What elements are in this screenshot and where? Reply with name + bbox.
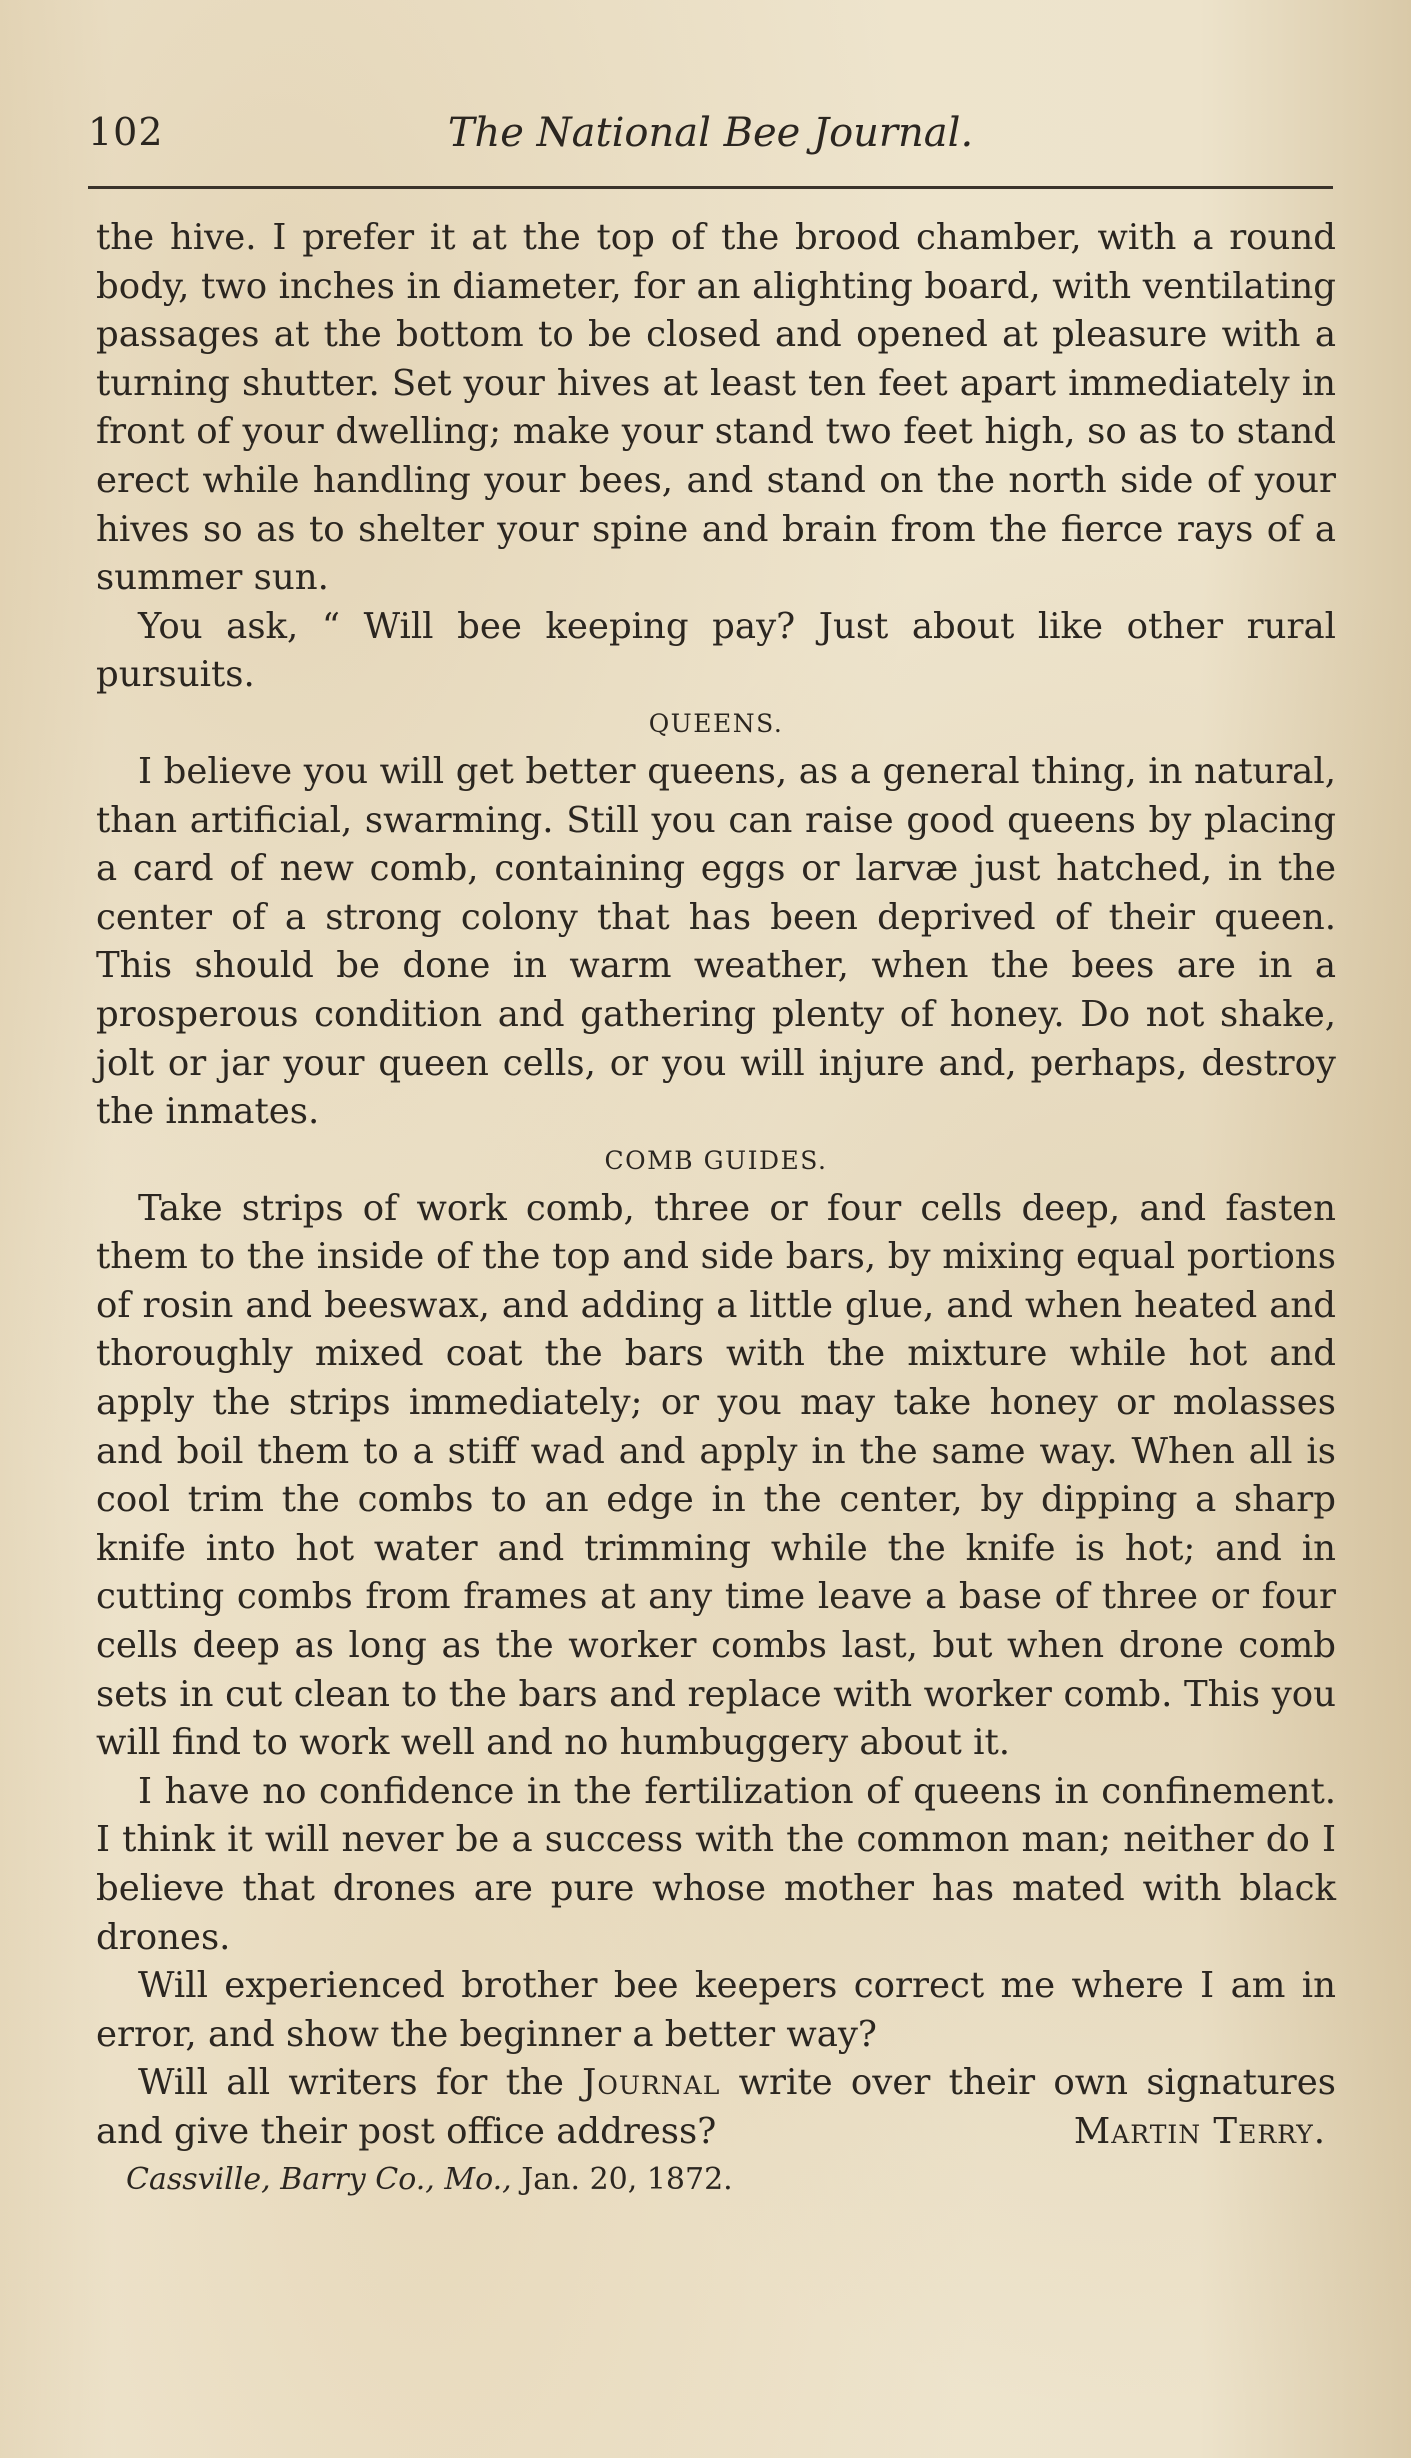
paragraph-fertilization: I have no confidence in the fertilization of queens in confinement. I think it will never be a success with the common man; neither do I believe that drones are pure whose mother has mated with black drones.	[96, 1770, 1336, 1958]
writers-text-start: Will all writers for the	[138, 2062, 564, 2104]
author-signature: Martin Terry.	[1073, 2110, 1326, 2152]
writers-text-end: write over their own signatures and give their post office address?	[96, 2062, 1336, 2152]
paragraph-comb-guides: Take strips of work comb, three or four cells deep, and fasten them to the inside of the top and side bars, by mixing equal portions of rosin and beeswax, and adding a little glue, and when heated and thoroughly mixed coat the bars with the mixture while hot and apply the strips immediately; or you may take honey or molasses and boil them to a stiff wad and apply in the same way. When all is cool trim the combs to an edge in the center, by dipping a sharp knife into hot water and trimming while the knife is hot; and in cutting combs from frames at any time leave a base of three or four cells deep as long as the worker combs last, but when drone comb sets in cut clean to the bars and replace with worker comb. This you will find to work well and no humbuggery about it.	[96, 1187, 1336, 1764]
header-rule	[88, 186, 1333, 189]
paragraph-hive: the hive. I prefer it at the top of the brood chamber, with a round body, two inches in diameter, for an alighting board, with ventilating passages at the bottom to be closed and opened at pleasure with a turning shutter. Set your hives at least ten feet apart immediately in front of your dwelling; make your stand two feet high, so as to stand erect while handling your bees, and stand on the north side of your hives so as to shelter your spine and brain from the fierce rays of a summer sun.	[96, 217, 1336, 599]
running-title: The National Bee Journal.	[447, 110, 974, 156]
dateline-place: Cassville, Barry Co., Mo.,	[126, 2161, 512, 2197]
article-body	[96, 214, 1336, 2203]
dateline	[96, 2157, 1336, 2203]
page-header	[88, 110, 1333, 180]
journal-word: Journal	[582, 2062, 721, 2104]
paragraph-bee-keeping-pay: You ask, “ Will bee keeping pay? Just about like other rural pursuits.	[96, 605, 1336, 696]
page-number: 102	[88, 110, 164, 154]
paragraph-queens: I believe you will get better queens, as a general thing, in natural, than artificial, swarming. Still you can raise good queens by placing a card of new comb, containing eggs or larvæ just hatched, in the center of a strong colony that has been deprived of their queen. This should be done in warm weather, when the bees are in a prosperous condition and gathering plenty of honey. Do not shake, jolt or jar your queen cells, or you will injure and, perhaps, destroy the inmates.	[96, 750, 1336, 1133]
dateline-date: Jan. 20, 1872.	[521, 2161, 733, 2197]
paragraph-writers-signatures	[96, 2059, 1336, 2156]
heading-comb-guides: COMB GUIDES.	[604, 1145, 828, 1175]
heading-queens: QUEENS.	[648, 708, 784, 738]
paragraph-correct-me: Will experienced brother bee keepers correct me where I am in error, and show the beginner a better way?	[96, 1965, 1336, 2055]
